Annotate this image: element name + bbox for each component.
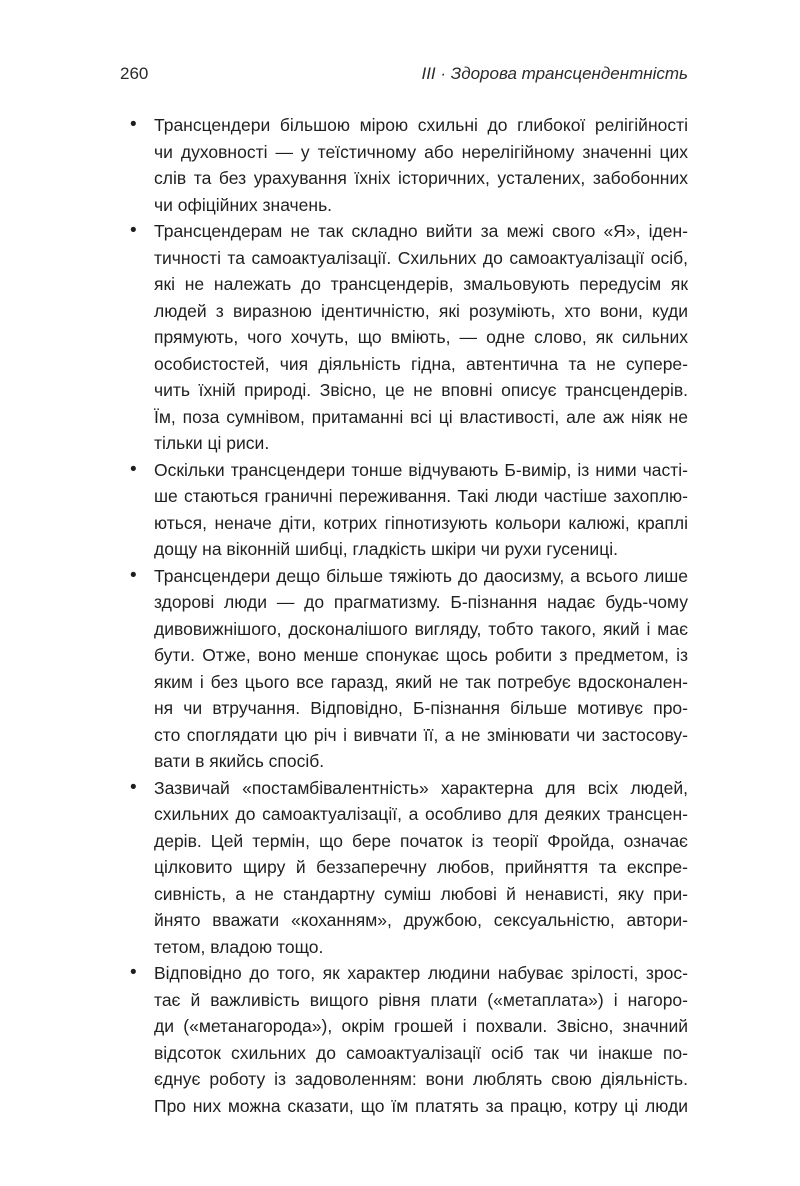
text-line: дивовижнішого, досконалішого вигляду, тобто такого, який і має <box>154 618 688 639</box>
text-line: йнято вважати «коханням», дружбою, сексуальністю, автори- <box>154 910 688 930</box>
bullet-item <box>120 563 688 775</box>
text-line: тільки ці риси. <box>154 433 270 453</box>
text-line: особистостей, чия діяльність гідна, автентична та не супере- <box>154 353 688 374</box>
text-line: Трансцендерам не так складно вийти за межі свого «Я», іден- <box>154 221 688 241</box>
text-line: ються, неначе діти, котрих гіпнотизують кольори калюжі, краплі <box>154 512 688 533</box>
text-line: схильних до самоактуалізації, а особливо для деяких трансцен- <box>154 804 688 824</box>
text-line: здорові люди — до прагматизму. Б-пізнання надає будь-чому <box>154 592 688 612</box>
text-line: чить їхній природі. Звісно, це не вповні описує трансцендерів. <box>154 380 688 400</box>
bullet-marker: • <box>130 220 137 241</box>
text-line: Про них можна сказати, що їм платять за працю, котру ці люди <box>154 1095 688 1116</box>
text-line: ди («метанагорода»), окрім грошей і похвали. Звісно, значний <box>154 1016 688 1036</box>
text-line: цілковито щиру й беззаперечну любов, прийняття та експре- <box>154 857 688 877</box>
text-line: Їм, поза сумнівом, притаманні всі ці властивості, але аж ніяк не <box>154 406 688 427</box>
text-line: відсоток схильних до самоактуалізації осіб так чи інакше по- <box>154 1042 688 1063</box>
bullet-item <box>120 960 688 1119</box>
bullet-item <box>120 457 688 563</box>
text-line: чи офіційних значень. <box>154 194 333 215</box>
bullet-item <box>120 112 688 218</box>
text-line: єднує роботу із задоволенням: вони люблять свою діяльність. <box>154 1069 688 1089</box>
text-line: тичності та самоактуалізації. Схильних до самоактуалізації осіб, <box>154 247 688 268</box>
bullet-item <box>120 775 688 961</box>
text-line: тетом, владою тощо. <box>154 936 324 957</box>
page-body <box>120 112 688 1119</box>
text-line: Трансцендери більшою мірою схильні до глибокої релігійності <box>154 115 688 135</box>
bullet-marker: • <box>130 962 137 983</box>
text-line: чи духовності — у теїстичному або нерелігійному значенні цих <box>154 141 688 162</box>
bullet-list <box>120 112 688 1119</box>
text-line: сто споглядати цю річ і вивчати її, а не змінювати чи застосову- <box>154 724 688 745</box>
text-line: сивність, а не стандартну суміш любові й ненависті, яку при- <box>154 883 688 904</box>
text-line: прямують, чого хочуть, що вміють, — одне слово, як сильних <box>154 327 688 347</box>
text-line: ня чи втручання. Відповідно, Б-пізнання більше мотивує про- <box>154 698 688 718</box>
bullet-marker: • <box>130 564 137 586</box>
text-line: Відповідно до того, як характер людини набуває зрілості, зрос- <box>154 963 688 983</box>
text-line: яким і без цього все гаразд, який не так потребує вдосконален- <box>154 671 688 692</box>
page-header <box>120 64 688 92</box>
bullet-marker: • <box>130 776 137 798</box>
text-line: вати в якийсь спосіб. <box>154 751 325 771</box>
running-head: III · Здорова трансцендентність <box>421 64 688 83</box>
text-line: тає й важливість вищого рівня плати («метаплата») і нагоро- <box>154 989 688 1010</box>
bullet-marker: • <box>130 114 137 135</box>
text-line: дерів. Цей термін, що бере початок із теорії Фройда, означає <box>154 830 688 851</box>
bullet-marker: • <box>130 458 137 480</box>
text-line: ше стаються граничні переживання. Такі люди частіше захоплю- <box>154 486 688 506</box>
text-line: людей з виразною ідентичністю, які розуміють, хто вони, куди <box>154 300 688 321</box>
text-line: які не належать до трансцендерів, змальовують передусім як <box>154 274 688 294</box>
bullet-item <box>120 218 688 457</box>
page-number: 260 <box>120 64 149 83</box>
text-line: бути. Отже, воно менше спонукає щось робити з предметом, із <box>154 645 688 665</box>
text-line: Оскільки трансцендери тонше відчувають Б-вимір, із ними часті- <box>154 459 688 480</box>
text-line: дощу на віконній шибці, гладкість шкіри чи рухи гусениці. <box>154 539 618 559</box>
text-line: слів та без урахування їхніх історичних, усталених, забобонних <box>154 168 688 188</box>
text-line: Зазвичай «постамбівалентність» характерна для всіх людей, <box>154 777 688 798</box>
text-line: Трансцендери дещо більше тяжіють до даосизму, а всього лише <box>154 565 688 586</box>
